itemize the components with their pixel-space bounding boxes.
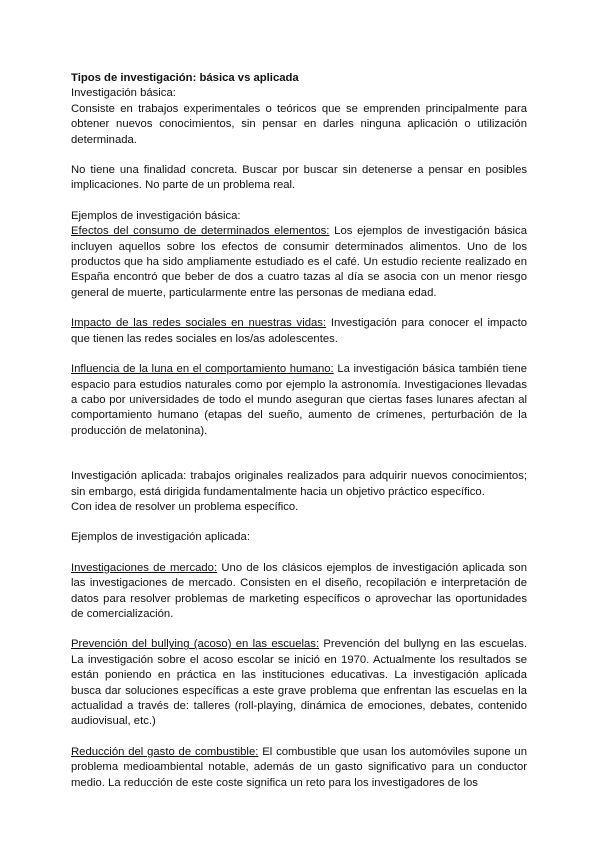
applied-example-2-label: Prevención del bullying (acoso) en las escuelas: <box>71 638 320 651</box>
basic-example-3 <box>71 362 527 439</box>
basic-example-3-text: La investigación básica también tiene espacio para estudios naturales como por ejemplo la astronomía. Investigaciones llevadas a cabo por universidades de todo el mundo aseguran que ciertas fases lunares afectan al comportamiento humano (etapas del sueño, aumento de crímenes, perturbación de la producción de melatonina). <box>71 363 527 437</box>
applied-example-2 <box>71 637 527 729</box>
applied-examples-heading: Ejemplos de investigación aplicada: <box>71 531 250 544</box>
applied-example-3-label: Reducción del gasto de combustible: <box>71 745 259 758</box>
applied-example-2-text: Prevención del bullyng en las escuelas. La investigación sobre el acoso escolar se inició en 1970. Actualmente los resultados se están poniendo en práctica en las instituciones educativas. La investigación aplicada busca dar soluciones específicas a este grave problema que enfrentan las escuelas en la actualidad a través de: talleres (roll-playing, dinámica de emociones, debates, contenido audiovisual, etc.) <box>71 638 527 728</box>
applied-example-3-text: El combustible que usan los automóviles supone un problema medioambiental notable, además de un gasto significativo para un conductor medio. La reducción de este coste significa un reto para los investigadores de los <box>71 745 527 789</box>
basic-examples-heading: Ejemplos de investigación básica: <box>71 209 241 222</box>
applied-example-1-text: Uno de los clásicos ejemplos de investigación aplicada son las investigaciones de mercado. Consisten en el diseño, recopilación e interpretación de datos para resolver problemas de marketing específicos o aprovechar las oportunidades de comercialización. <box>71 561 527 620</box>
applied-example-1 <box>71 561 527 623</box>
applied-example-3 <box>71 745 527 791</box>
basic-example-1 <box>71 224 527 301</box>
applied-definition: Investigación aplicada: trabajos originales realizados para adquirir nuevos conocimientos; sin embargo, está dirigida fundamentalmente hacia un objetivo práctico específico. <box>71 470 527 498</box>
basic-example-2 <box>71 316 527 347</box>
document-body <box>71 71 527 791</box>
basic-purpose: No tiene una finalidad concreta. Buscar por buscar sin detenerse a pensar en posibles implicaciones. No parte de un problema real. <box>71 164 527 192</box>
basic-example-2-text: Investigación para conocer el impacto que tienen las redes sociales en los/as adolescentes. <box>71 317 528 345</box>
basic-example-1-label: Efectos del consumo de determinados elementos: <box>71 225 330 238</box>
document-title: Tipos de investigación: básica vs aplicada <box>71 72 299 84</box>
basic-example-1-text: Los ejemplos de investigación básica incluyen aquellos sobre los efectos de consumir determinados alimentos. Uno de los productos que ha sido ampliamente estudiado es el café. Un estudio reciente realizado en España encontró que beber de dos a cuatro tazas al día se asocia con un menor riesgo general de muerte, particularmente entre las personas de mediana edad. <box>71 225 527 299</box>
basic-heading: Investigación básica: <box>71 87 176 100</box>
basic-example-2-label: Impacto de las redes sociales en nuestras vidas: <box>71 317 327 330</box>
applied-example-1-label: Investigaciones de mercado: <box>71 561 218 574</box>
basic-example-3-label: Influencia de la luna en el comportamiento humano: <box>71 363 334 376</box>
applied-purpose: Con idea de resolver un problema específico. <box>71 500 299 513</box>
basic-definition: Consiste en trabajos experimentales o teóricos que se emprenden principalmente para obtener nuevos conocimientos, sin pensar en darles ninguna aplicación o utilización determinada. <box>71 102 527 146</box>
